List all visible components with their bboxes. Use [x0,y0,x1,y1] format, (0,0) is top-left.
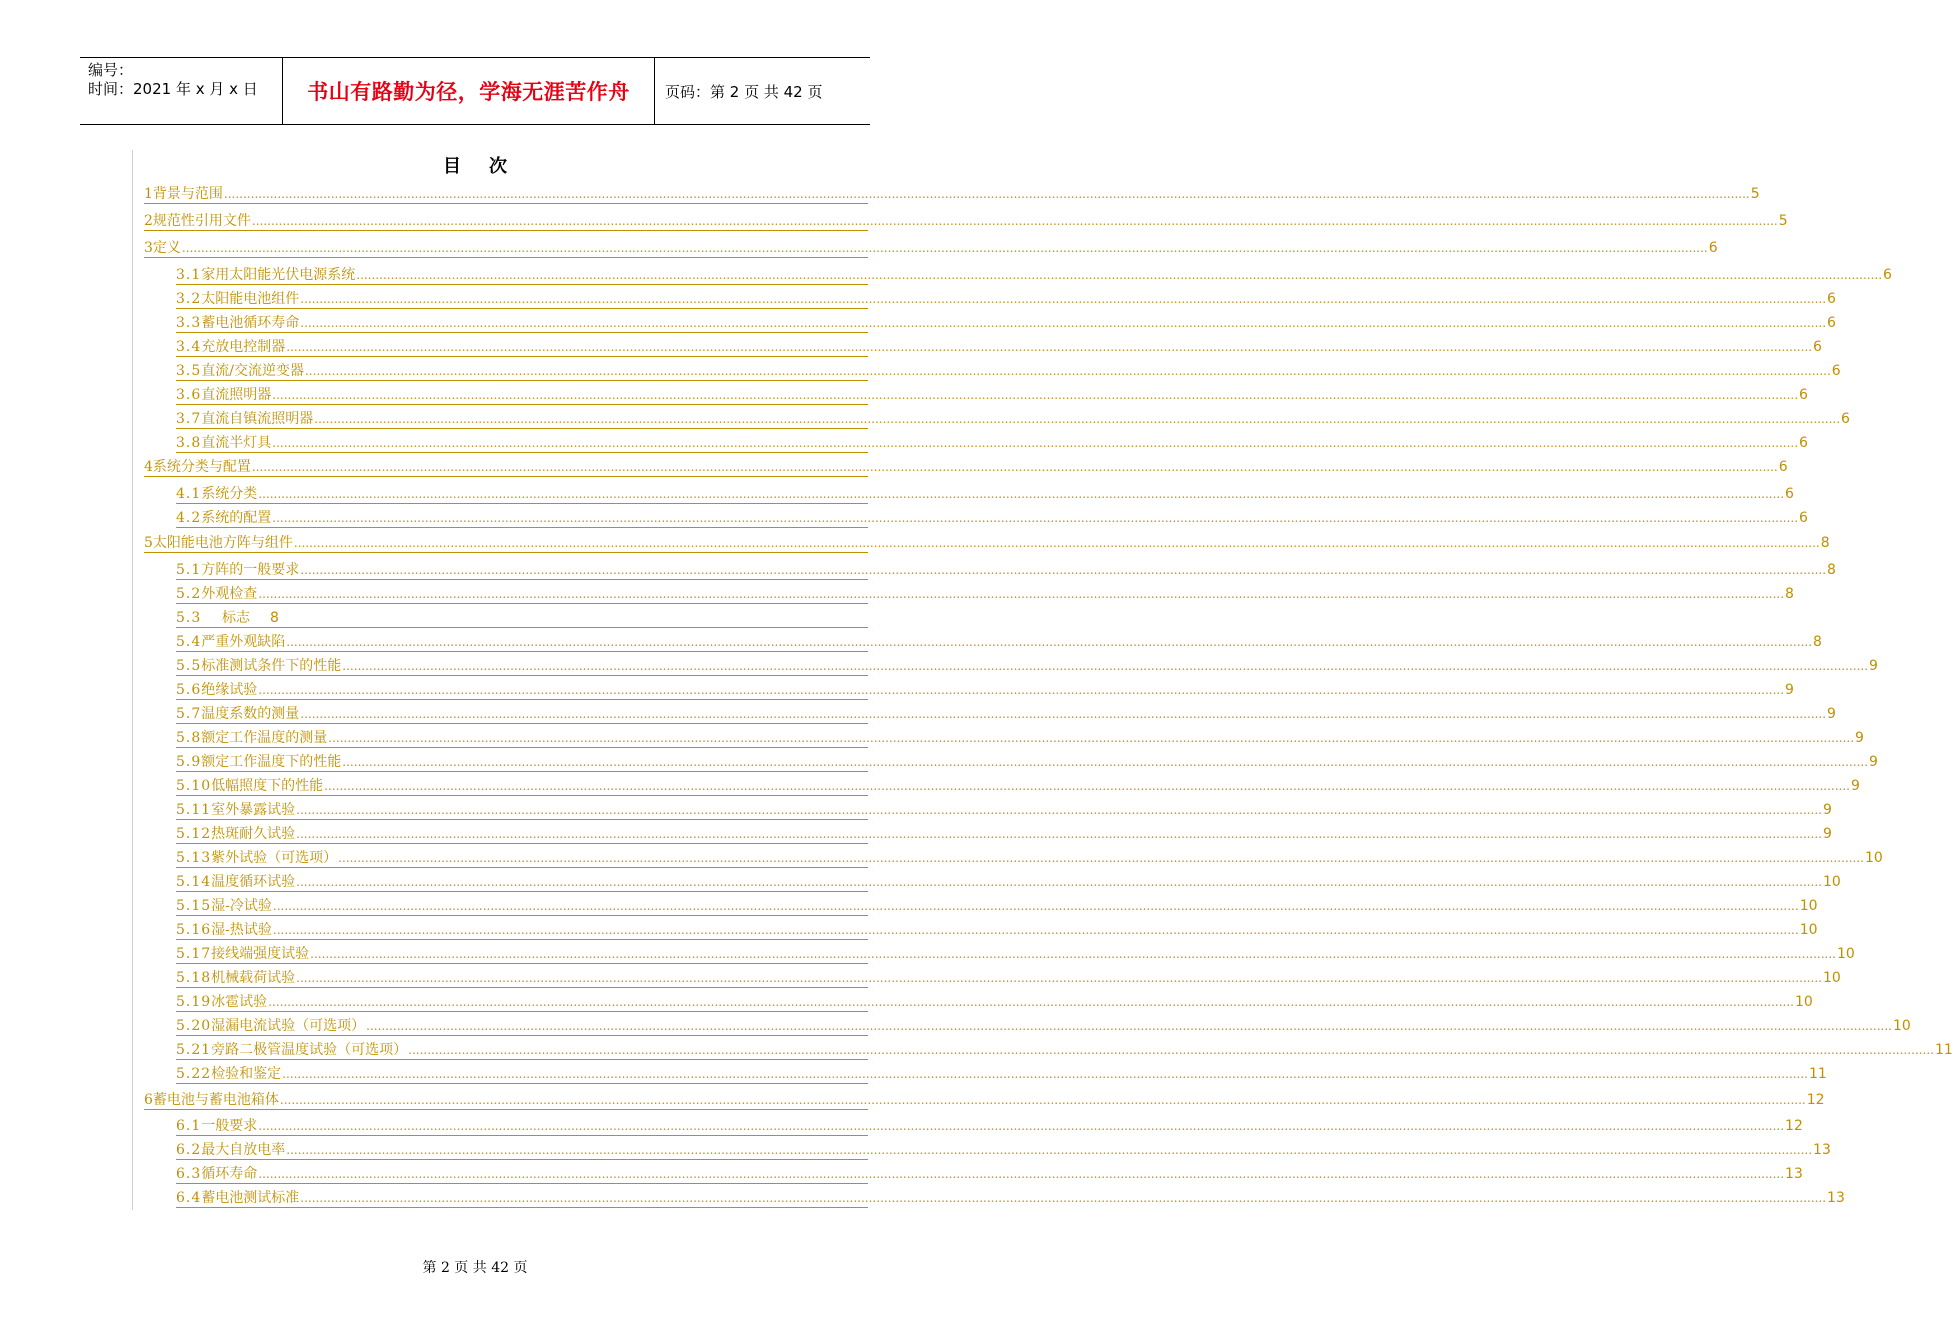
toc-entry-leader: ................................................................................................................................................................................................................................................................................................................................................................................................................ [272,899,1799,913]
toc-entry[interactable] [176,680,1794,700]
toc-entry-leader: ................................................................................................................................................................................................................................................................................................................................................................................................................ [366,1019,1892,1033]
toc-entry-number: 5.17 [176,946,212,962]
toc-entry-leader: ................................................................................................................................................................................................................................................................................................................................................................................................................ [293,536,1820,550]
toc-entry-page: 13 [1827,1190,1845,1206]
toc-entry-title: 直流照明器 [201,387,272,403]
toc-entry-leader: ................................................................................................................................................................................................................................................................................................................................................................................................................ [286,340,1813,354]
toc-entry[interactable] [176,824,1832,844]
toc-entry-title: 额定工作温度下的性能 [201,754,342,770]
toc-entry-title: 旁路二极管温度试验（可选项） [211,1042,408,1058]
toc-entry[interactable] [176,968,1841,988]
toc-entry-leader: ................................................................................................................................................................................................................................................................................................................................................................................................................ [300,707,1827,721]
toc-entry-leader: ................................................................................................................................................................................................................................................................................................................................................................................................................ [286,1143,1813,1157]
toc-entry-title: 严重外观缺陷 [201,634,286,650]
toc-entry-title: 温度循环试验 [211,874,296,890]
toc-entry-number: 5.5 [176,658,202,674]
toc-entry-leader: ................................................................................................................................................................................................................................................................................................................................................................................................................ [258,1167,1785,1181]
toc-entry-leader: ................................................................................................................................................................................................................................................................................................................................................................................................................ [258,587,1785,601]
toc-entry-number: 5.18 [176,970,212,986]
toc-entry-page: 11 [1808,1066,1827,1082]
toc-entry[interactable] [176,1116,1803,1136]
toc-entry-title: 系统分类与配置 [152,459,251,475]
toc-entry-page: 10 [1822,874,1841,890]
toc-entry-page: 10 [1822,970,1841,986]
toc-entry-leader: ................................................................................................................................................................................................................................................................................................................................................................................................................ [251,460,1778,474]
toc-entry-title: 充放电控制器 [201,339,286,355]
toc-entry[interactable] [176,920,1818,940]
toc-entry-number: 3.1 [176,267,202,283]
toc-entry-leader: ................................................................................................................................................................................................................................................................................................................................................................................................................ [258,683,1785,697]
toc-entry-number: 5.13 [176,850,212,866]
toc-entry-number: 5.20 [176,1018,212,1034]
toc-entry-number: 5.22 [176,1066,212,1082]
toc-entry-number: 5.16 [176,922,212,938]
toc-entry-number: 5.1 [176,562,202,578]
toc-entry-number: 3.2 [176,291,202,307]
toc-entry-leader: ................................................................................................................................................................................................................................................................................................................................................................................................................ [279,1093,1806,1107]
toc-entry[interactable] [176,1188,1845,1208]
toc-entry-title: 太阳能电池方阵与组件 [152,535,293,551]
toc-entry-number: 6 [144,1092,153,1108]
toc-entry[interactable] [176,484,1794,504]
toc-entry-title: 温度系数的测量 [201,706,300,722]
toc-entry-number: 5.11 [176,802,212,818]
page-footer: 第 2 页 共 42 页 [422,1260,528,1276]
toc-entry-page: 6 [1827,315,1836,331]
toc-entry-number: 4.2 [176,510,202,526]
toc-entry-number: 2 [144,213,153,229]
toc-entry-number: 3.8 [176,435,202,451]
toc-entry-number: 3.7 [176,411,202,427]
toc-entry-page: 10 [1864,850,1883,866]
toc-entry-number: 1 [144,186,153,202]
toc-entry-page: 9 [1785,682,1794,698]
toc-entry[interactable] [176,1164,1803,1184]
toc-entry-leader: ................................................................................................................................................................................................................................................................................................................................................................................................................ [296,971,1822,985]
toc-entry-page: 6 [1799,435,1808,451]
toc-entry-number: 5.8 [176,730,202,746]
toc-entry-page: 6 [1708,240,1718,256]
header-page-label: 页码：第 2 页 共 42 页 [665,82,823,101]
toc-entry[interactable] [144,238,1718,258]
time-label: 时间：2021 年 x 月 x 日 [88,80,258,98]
toc-entry-leader: ................................................................................................................................................................................................................................................................................................................................................................................................................ [314,412,1841,426]
toc-entry-number: 3.6 [176,387,202,403]
toc-entry-leader: ................................................................................................................................................................................................................................................................................................................................................................................................................ [223,187,1750,201]
toc-entry[interactable] [144,1090,1825,1110]
toc-entry-leader: ................................................................................................................................................................................................................................................................................................................................................................................................................ [272,388,1799,402]
toc-entry[interactable] [176,560,1836,580]
toc-entry-page: 8 [270,610,279,626]
toc-entry[interactable] [176,508,1808,528]
toc-entry[interactable] [176,289,1836,309]
toc-entry-leader: ................................................................................................................................................................................................................................................................................................................................................................................................................ [300,292,1827,306]
toc-entry[interactable] [176,776,1860,796]
toc-entry-page: 10 [1794,994,1813,1010]
toc-entry-page: 8 [1785,586,1794,602]
toc-entry-page: 10 [1892,1018,1911,1034]
toc-entry-title: 定义 [152,240,181,256]
toc-entry-leader: ................................................................................................................................................................................................................................................................................................................................................................................................................ [296,803,1822,817]
toc-entry-page: 8 [1820,535,1830,551]
toc-entry-leader: ................................................................................................................................................................................................................................................................................................................................................................................................................ [324,779,1850,793]
toc-entry-number: 5.9 [176,754,202,770]
toc-entry-page: 13 [1813,1142,1831,1158]
toc-entry-page: 12 [1785,1118,1803,1134]
toc-entry-title: 规范性引用文件 [152,213,251,229]
toc-entry-leader: ................................................................................................................................................................................................................................................................................................................................................................................................................ [272,923,1799,937]
toc-entry-number: 5.4 [176,634,202,650]
toc-entry-number: 3.4 [176,339,202,355]
toc-entry-leader: ................................................................................................................................................................................................................................................................................................................................................................................................................ [342,755,1869,769]
toc-entry-page: 10 [1799,922,1818,938]
toc-entry-title: 方阵的一般要求 [201,562,300,578]
toc-entry-leader: ................................................................................................................................................................................................................................................................................................................................................................................................................ [408,1043,1934,1057]
toc-entry[interactable] [176,800,1832,820]
toc-entry-leader: ................................................................................................................................................................................................................................................................................................................................................................................................................ [286,635,1813,649]
toc-entry-page: 6 [1813,339,1822,355]
toc-entry-leader: ................................................................................................................................................................................................................................................................................................................................................................................................................ [338,851,1864,865]
toc-entry[interactable] [176,752,1878,772]
serial-label: 编号： [88,61,134,79]
toc-entry-number: 5.15 [176,898,212,914]
toc-entry-number: 5.7 [176,706,202,722]
toc-entry-page: 9 [1869,754,1878,770]
toc-entry-page: 9 [1822,826,1832,842]
toc-entry-page: 9 [1827,706,1836,722]
toc-entry-leader: ................................................................................................................................................................................................................................................................................................................................................................................................................ [272,511,1799,525]
toc-entry-number: 3.5 [176,363,202,379]
toc-entry-leader: ................................................................................................................................................................................................................................................................................................................................................................................................................ [296,875,1822,889]
toc-entry-page: 8 [1813,634,1822,650]
toc-entry-page: 6 [1778,459,1788,475]
toc-entry-leader: ................................................................................................................................................................................................................................................................................................................................................................................................................ [258,1119,1785,1133]
toc-entry-number: 4.1 [176,486,202,502]
toc-entry-title: 低幅照度下的性能 [211,778,324,794]
toc-entry[interactable] [176,944,1855,964]
toc-entry-title: 家用太阳能光伏电源系统 [201,267,356,283]
toc-entry-title: 室外暴露试验 [211,802,296,818]
toc-entry-number: 4 [144,459,153,475]
toc-entry-title: 标准测试条件下的性能 [201,658,342,674]
toc-entry-title: 冰雹试验 [211,994,268,1010]
toc-entry-title: 最大自放电率 [201,1142,286,1158]
toc-entry-page: 10 [1836,946,1855,962]
toc-entry-page: 6 [1831,363,1841,379]
toc-entry[interactable] [176,1040,1953,1060]
toc-entry[interactable] [176,361,1841,381]
toc-entry-page: 12 [1806,1092,1825,1108]
toc-entry-title: 湿漏电流试验（可选项） [211,1018,366,1034]
toc-entry[interactable] [176,848,1883,868]
toc-entry-leader: ................................................................................................................................................................................................................................................................................................................................................................................................................ [258,487,1785,501]
toc-entry-number: 5.21 [176,1042,212,1058]
toc-entry-title: 接线端强度试验 [211,946,310,962]
toc-entry-title: 系统分类 [201,486,258,502]
toc-entry-number: 6.3 [176,1166,202,1182]
toc-entry-title: 背景与范围 [152,186,223,202]
toc-entry[interactable] [176,992,1813,1012]
toc-entry-number: 6.2 [176,1142,202,1158]
toc-entry-title: 热斑耐久试验 [211,826,296,842]
toc-entry[interactable] [176,872,1841,892]
toc-entry[interactable] [176,584,1794,604]
toc-entry-title: 直流半灯具 [201,435,272,451]
toc-entry-page: 8 [1827,562,1836,578]
toc-entry-number: 5.12 [176,826,212,842]
toc-entry[interactable] [176,433,1808,453]
toc-entry-leader: ................................................................................................................................................................................................................................................................................................................................................................................................................ [328,731,1855,745]
toc-entry-leader: ................................................................................................................................................................................................................................................................................................................................................................................................................ [181,241,1708,255]
toc-entry-title: 紫外试验（可选项） [211,850,338,866]
toc-entry-number: 5 [144,535,153,551]
toc-entry[interactable] [176,265,1892,285]
toc-entry-title: 机械载荷试验 [211,970,296,986]
toc-entry-number: 5.3 [176,610,202,626]
toc-entry-page: 11 [1934,1042,1953,1058]
toc-entry[interactable] [176,337,1822,357]
toc-entry[interactable] [144,184,1760,204]
toc-entry-title: 外观检查 [201,586,258,602]
toc-entry[interactable] [176,385,1808,405]
toc-entry-title: 蓄电池测试标准 [201,1190,300,1206]
toc-entry-number: 3 [144,240,153,256]
toc-entry-leader: ................................................................................................................................................................................................................................................................................................................................................................................................................ [272,436,1799,450]
toc-entry-leader: ................................................................................................................................................................................................................................................................................................................................................................................................................ [300,563,1827,577]
toc-title-char: 次 [489,156,507,177]
toc-entry-title: 循环寿命 [201,1166,258,1182]
toc-entry-page: 5 [1778,213,1788,229]
toc-entry-number: 6.1 [176,1118,202,1134]
toc-entry[interactable] [176,1064,1827,1084]
toc-entry[interactable] [144,211,1788,231]
toc-entry[interactable] [176,1140,1831,1160]
toc-entry-number: 6.4 [176,1190,202,1206]
toc-entry-number: 3.3 [176,315,202,331]
toc-entry-leader: ................................................................................................................................................................................................................................................................................................................................................................................................................ [300,1191,1827,1205]
toc-entry[interactable] [176,656,1878,676]
toc-entry-number: 5.10 [176,778,212,794]
toc-entry[interactable] [176,608,868,628]
toc-entry[interactable] [176,313,1836,333]
toc-entry-leader: ................................................................................................................................................................................................................................................................................................................................................................................................................ [268,995,1794,1009]
toc-entry-number: 5.14 [176,874,212,890]
toc-entry-title: 检验和鉴定 [211,1066,282,1082]
toc-entry-page: 6 [1827,291,1836,307]
toc-entry-title: 一般要求 [201,1118,258,1134]
toc-entry-title: 系统的配置 [201,510,272,526]
toc-entry-number: 5.19 [176,994,212,1010]
toc-entry-leader: ................................................................................................................................................................................................................................................................................................................................................................................................................ [282,1067,1808,1081]
toc-entry-page: 6 [1883,267,1892,283]
header-motto: 书山有路勤为径，学海无涯苦作舟 [307,80,630,104]
toc-entry[interactable] [176,728,1864,748]
toc-entry-page: 6 [1799,387,1808,403]
toc-entry-number: 5.2 [176,586,202,602]
toc-entry-title: 蓄电池循环寿命 [201,315,300,331]
toc-entry-page: 10 [1799,898,1818,914]
toc-entry-number: 5.6 [176,682,202,698]
toc-entry[interactable] [144,533,1830,553]
toc-entry-leader: ................................................................................................................................................................................................................................................................................................................................................................................................................ [304,364,1831,378]
toc-entry[interactable] [144,457,1788,477]
toc-entry-leader: ................................................................................................................................................................................................................................................................................................................................................................................................................ [296,827,1822,841]
toc-entry-leader: ................................................................................................................................................................................................................................................................................................................................................................................................................ [251,214,1778,228]
toc-entry-page: 5 [1750,186,1760,202]
toc-entry[interactable] [176,632,1822,652]
toc-entry-title: 蓄电池与蓄电池箱体 [152,1092,279,1108]
toc-entry-page: 6 [1785,486,1794,502]
toc-entry-page: 9 [1822,802,1832,818]
toc-entry-leader: ................................................................................................................................................................................................................................................................................................................................................................................................................ [356,268,1883,282]
toc-entry-page: 6 [1799,510,1808,526]
toc-entry-title: 湿-热试验 [211,922,272,938]
toc-entry-leader: ................................................................................................................................................................................................................................................................................................................................................................................................................ [310,947,1836,961]
toc-entry-page: 13 [1785,1166,1803,1182]
toc-entry-title: 直流自镇流照明器 [201,411,314,427]
toc-entry-leader: ................................................................................................................................................................................................................................................................................................................................................................................................................ [342,659,1869,673]
toc-entry-title: 直流/交流逆变器 [201,363,304,379]
toc-entry-title: 额定工作温度的测量 [201,730,328,746]
toc-entry-title: 标志 [222,610,250,626]
toc-entry-title: 太阳能电池组件 [201,291,300,307]
toc-entry[interactable] [176,896,1818,916]
toc-title-char: 目 [443,156,461,177]
toc-entry-page: 6 [1841,411,1850,427]
toc-entry[interactable] [176,704,1836,724]
toc-entry-leader: ................................................................................................................................................................................................................................................................................................................................................................................................................ [300,316,1827,330]
toc-entry[interactable] [176,409,1850,429]
toc-entry[interactable] [176,1016,1911,1036]
toc-entry-title: 绝缘试验 [201,682,258,698]
toc-entry-page: 9 [1855,730,1864,746]
toc-entry-title: 湿-冷试验 [211,898,272,914]
toc-entry-page: 9 [1850,778,1860,794]
toc-entry-page: 9 [1869,658,1878,674]
